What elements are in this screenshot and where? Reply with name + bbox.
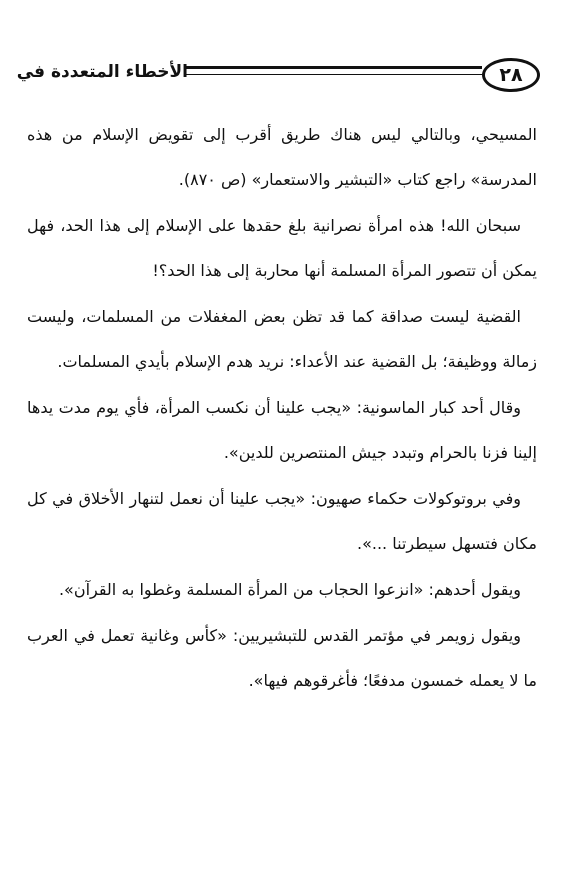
paragraph-2: سبحان الله! هذه امرأة نصرانية بلغ حقدها على الإسلام إلى هذا الحد، فهل يمكن أن تتصور المرأة المسلمة أنها محاربة إلى هذا الحد؟! (27, 216, 537, 280)
header-rule-thick (186, 66, 482, 69)
paragraph-6: ويقول أحدهم: «انزعوا الحجاب من المرأة المسلمة وغطوا به القرآن». (58, 580, 521, 599)
running-header (16, 58, 540, 96)
page-number-badge: ٢٨ (482, 58, 540, 92)
body-text (27, 112, 537, 704)
running-title: الأخطاء المتعددة في (16, 62, 188, 82)
header-rule-thin (186, 74, 482, 75)
paragraph-3: القضية ليست صداقة كما قد تظن بعض المغفلات من المسلمات، وليست زمالة ووظيفة؛ بل القضية عند الأعداء: نريد هدم الإسلام بأيدي المسلمات. (27, 307, 537, 371)
paragraph-4: وقال أحد كبار الماسونية: «يجب علينا أن نكسب المرأة، فأي يوم مدت يدها إلينا فزنا بالحرام وتبدد جيش المنتصرين للدين». (27, 398, 537, 462)
header-rule (186, 66, 482, 75)
paragraph-7: ويقول زويمر في مؤتمر القدس للتبشيريين: «كأس وغانية تعمل في العرب ما لا يعمله خمسون مدفعًا؛ فأغرقوهم فيها». (27, 626, 537, 690)
paragraph-5: وفي بروتوكولات حكماء صهيون: «يجب علينا أن نعمل لتنهار الأخلاق في كل مكان فتسهل سيطرتنا ...». (27, 489, 537, 553)
paragraph-1: المسيحي، وبالتالي ليس هناك طريق أقرب إلى تقويض الإسلام من هذه المدرسة» راجع كتاب «التبشير والاستعمار» (ص ٨٧٠). (27, 125, 537, 189)
